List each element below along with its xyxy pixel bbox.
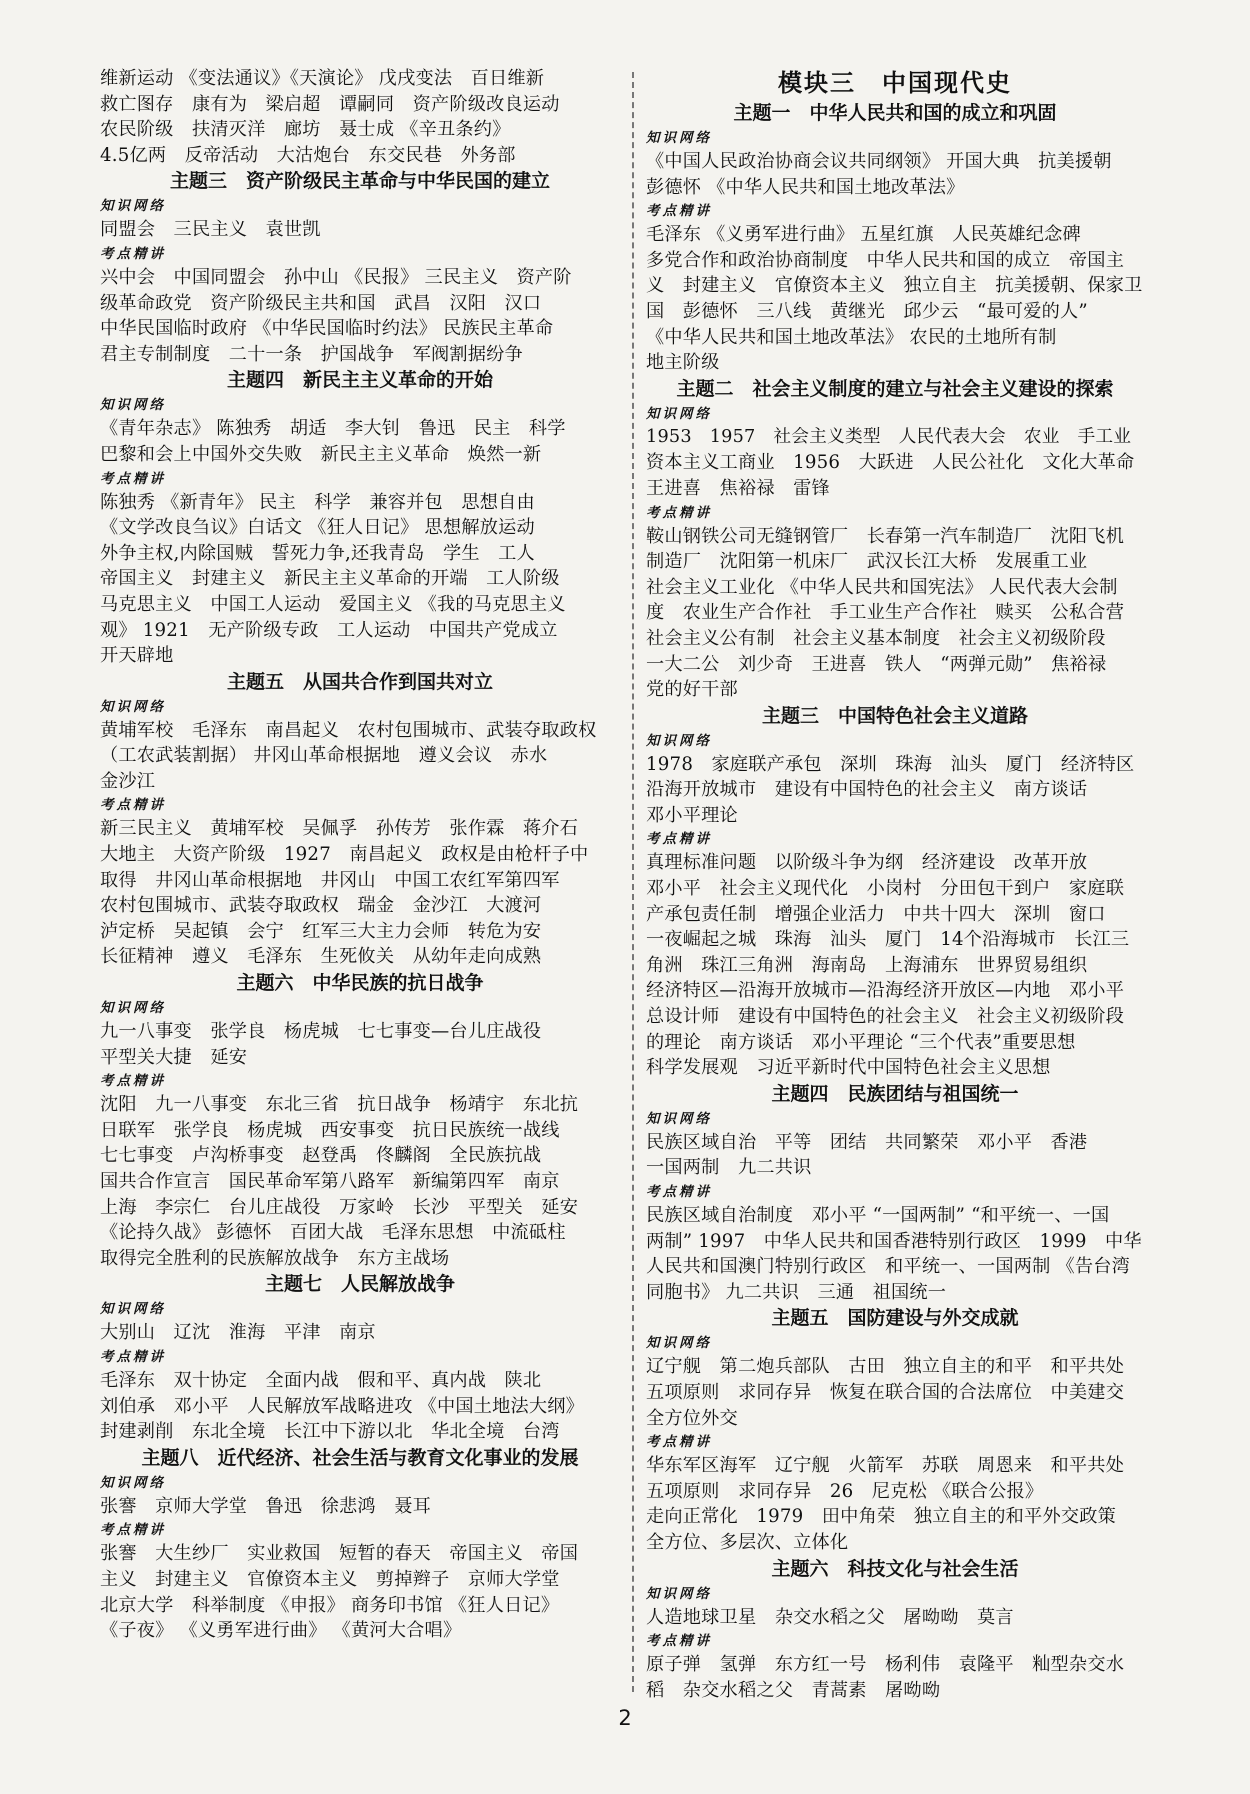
text-line: 北京大学 科举制度 《申报》 商务印书馆 《狂人日记》 [100, 1594, 560, 1616]
text-line: 君主专制制度 二十一条 护国战争 军阀割据纷争 [100, 343, 523, 365]
knowledge-network-label: 知识网络 [646, 405, 712, 422]
text-line: 毛泽东 双十协定 全面内战 假和平、真内战 陕北 [100, 1369, 542, 1391]
text-line: 观》 1921 无产阶级专政 工人运动 中国共产党成立 [100, 619, 558, 641]
text-line: 1953 1957 社会主义类型 人民代表大会 农业 手工业 [646, 426, 1132, 447]
text-line: 义 封建主义 官僚资本主义 独立自主 抗美援朝、保家卫 [646, 275, 1143, 297]
text-line: 同盟会 三民主义 袁世凯 [100, 219, 321, 241]
text-line: 主义 封建主义 官僚资本主义 剪掉辫子 京师大学堂 [100, 1568, 560, 1590]
text-line: 农村包围城市、武装夺取政权 瑞金 金沙江 大渡河 [100, 895, 542, 917]
left-column [100, 66, 620, 1644]
topic-section [100, 669, 620, 970]
topic-section [646, 703, 1144, 1081]
text-line: 《中华人民共和国土地改革法》 农民的土地所有制 [646, 326, 1057, 348]
topic-title: 主题四 民族团结与祖国统一 [771, 1082, 1019, 1105]
text-line: 陈独秀 《新青年》 民主 科学 兼容并包 思想自由 [100, 491, 535, 513]
topic-title: 主题三 中国特色社会主义道路 [761, 704, 1028, 727]
text-line: 王进喜 焦裕禄 雷锋 [646, 477, 830, 499]
text-line: 马克思主义 中国工人运动 爱国主义 《我的马克思主义 [100, 593, 566, 615]
text-line: 《子夜》 《义勇军进行曲》 《黄河大合唱》 [100, 1620, 462, 1642]
topic-section [646, 1081, 1144, 1306]
topic-title: 主题八 近代经济、社会生活与教育文化事业的发展 [141, 1446, 579, 1469]
text-line: 五项原则 求同存异 恢复在联合国的合法席位 中美建交 [646, 1381, 1125, 1403]
text-line: 的理论 南方谈话 邓小平理论 “三个代表”重要思想 [646, 1031, 1076, 1053]
text-line: 华东军区海军 辽宁舰 火箭军 苏联 周恩来 和平共处 [646, 1455, 1125, 1477]
topic-title: 主题五 国防建设与外交成就 [771, 1307, 1019, 1330]
key-points-label: 考点精讲 [100, 797, 166, 814]
text-line: 民族区域自治制度 邓小平 “一国两制” “和平统一、一国 [646, 1205, 1110, 1226]
topic-section [100, 168, 620, 367]
text-line: 大地主 大资产阶级 1927 南昌起义 政权是由枪杆子中 [100, 844, 589, 866]
knowledge-network-label: 知识网络 [100, 1301, 166, 1318]
text-line: 鞍山钢铁公司无缝钢管厂 长春第一汽车制造厂 沈阳飞机 [646, 525, 1125, 547]
page-number: 2 [618, 1706, 632, 1730]
key-points-label: 考点精讲 [100, 1073, 166, 1090]
key-points-label: 考点精讲 [100, 1348, 166, 1365]
text-line: 沿海开放城市 建设有中国特色的社会主义 南方谈话 [646, 779, 1088, 801]
text-line: 全方位、多层次、立体化 [646, 1531, 849, 1553]
topic-section [646, 376, 1144, 703]
knowledge-network-label: 知识网络 [646, 130, 712, 146]
text-line: 大别山 辽沈 淮海 平津 南京 [100, 1322, 376, 1344]
topic-section [646, 1556, 1144, 1704]
text-line: 国共合作宣言 国民革命军第八路军 新编第四军 南京 [100, 1171, 560, 1192]
text-line: 帝国主义 封建主义 新民主主义革命的开端 工人阶级 [100, 568, 560, 590]
text-line: 日联军 张学良 杨虎城 西安事变 抗日民族统一战线 [100, 1119, 560, 1141]
knowledge-network-label: 知识网络 [100, 698, 166, 715]
key-points-label: 考点精讲 [646, 1184, 712, 1200]
topic-section [646, 1305, 1144, 1555]
text-line: 巴黎和会上中国外交失败 新民主主义革命 焕然一新 [100, 443, 542, 465]
text-line: 人民共和国澳门特别行政区 和平统一、一国两制 《告台湾 [646, 1256, 1131, 1278]
text-line: 邓小平理论 [646, 804, 738, 826]
key-points-label: 考点精讲 [646, 1633, 712, 1650]
text-line: 一国两制 九二共识 [646, 1157, 812, 1179]
text-line: 救亡图存 康有为 梁启超 谭嗣同 资产阶级改良运动 [100, 93, 560, 115]
knowledge-network-label: 知识网络 [100, 397, 166, 414]
knowledge-network-label: 知识网络 [100, 1000, 166, 1017]
text-line: 黄埔军校 毛泽东 南昌起义 农村包围城市、武装夺取政权 [100, 719, 597, 741]
text-line: 辽宁舰 第二炮兵部队 古田 独立自主的和平 和平共处 [646, 1356, 1125, 1378]
knowledge-network-label: 知识网络 [646, 1335, 712, 1352]
text-line: 封建剥削 东北全境 长江中下游以北 华北全境 台湾 [100, 1421, 560, 1443]
text-line: 党的好干部 [646, 679, 738, 701]
text-line: 地主阶级 [646, 352, 720, 374]
key-points-label: 考点精讲 [646, 203, 712, 220]
text-line: 真理标准问题 以阶级斗争为纲 经济建设 改革开放 [646, 852, 1088, 874]
topic-section [100, 1445, 620, 1644]
text-line: 泸定桥 吴起镇 会宁 红军三大主力会师 转危为安 [100, 920, 542, 942]
knowledge-network-label: 知识网络 [100, 198, 166, 215]
text-line: （工农武装割据） 井冈山革命根据地 遵义会议 赤水 [100, 745, 548, 767]
text-line: 外争主权,内除国贼 誓死力争,还我青岛 学生 工人 [100, 542, 535, 564]
text-line: 开天辟地 [100, 645, 174, 667]
text-line: 七七事变 卢沟桥事变 赵登禹 佟麟阁 全民族抗战 [100, 1145, 542, 1167]
text-line: 级革命政党 资产阶级民主共和国 武昌 汉阳 汉口 [100, 292, 542, 314]
topic-section [100, 970, 620, 1271]
text-line: 《论持久战》 彭德怀 百团大战 毛泽东思想 中流砥柱 [100, 1222, 566, 1244]
text-line: 新三民主义 黄埔军校 吴佩孚 孙传芳 张作霖 蒋介石 [100, 818, 579, 840]
text-line: 经济特区—沿海开放城市—沿海经济开放区—内地 邓小平 [646, 980, 1125, 1002]
text-line: 毛泽东 《义勇军进行曲》 五星红旗 人民英雄纪念碑 [646, 224, 1081, 246]
text-line: 九一八事变 张学良 杨虎城 七七事变—台儿庄战役 [100, 1021, 542, 1043]
key-points-label: 考点精讲 [100, 1522, 166, 1539]
module-title: 模块三 中国现代史 [778, 69, 1012, 97]
topic-title: 主题二 社会主义制度的建立与社会主义建设的探索 [676, 377, 1114, 400]
topic-title: 主题七 人民解放战争 [264, 1273, 455, 1296]
text-line: 原子弹 氢弹 东方红一号 杨利伟 袁隆平 籼型杂交水 [646, 1654, 1125, 1676]
text-line: 维新运动 《变法通议》《天演论》 戊戌变法 百日维新 [100, 68, 545, 89]
key-points-label: 考点精讲 [100, 245, 166, 262]
text-line: 张謇 大生纱厂 实业救国 短暂的春天 帝国主义 帝国 [100, 1543, 579, 1565]
right-column [646, 66, 1144, 1703]
text-line: 国 彭德怀 三八线 黄继光 邱少云 “最可爱的人” [646, 300, 1088, 322]
text-line: 取得 井冈山革命根据地 井冈山 中国工农红军第四军 [100, 869, 560, 891]
text-line: 金沙江 [100, 770, 156, 792]
topic-section [100, 1271, 620, 1444]
text-line: 走向正常化 1979 田中角荣 独立自主的和平外交政策 [646, 1506, 1116, 1528]
text-line: 资本主义工商业 1956 大跃进 人民公社化 文化大革命 [646, 452, 1135, 474]
text-line: 兴中会 中国同盟会 孙中山 《民报》 三民主义 资产阶 [100, 266, 572, 288]
text-line: 《青年杂志》 陈独秀 胡适 李大钊 鲁迅 民主 科学 [100, 418, 566, 440]
key-points-label: 考点精讲 [646, 504, 712, 521]
text-line: 刘伯承 邓小平 人民解放军战略进攻 《中国土地法大纲》 [100, 1395, 585, 1417]
text-line: 社会主义工业化 《中华人民共和国宪法》 人民代表大会制 [646, 576, 1118, 598]
knowledge-network-label: 知识网络 [646, 1585, 712, 1602]
text-line: 科学发展观 习近平新时代中国特色社会主义思想 [646, 1057, 1051, 1079]
text-line: 一夜崛起之城 珠海 汕头 厦门 14个沿海城市 长江三 [646, 929, 1130, 951]
text-line: 全方位外交 [646, 1407, 738, 1429]
text-line: 制造厂 沈阳第一机床厂 武汉长江大桥 发展重工业 [646, 551, 1088, 573]
topic-title: 主题一 中华人民共和国的成立和巩固 [733, 102, 1057, 124]
text-line: 《中国人民政治协商会议共同纲领》 开国大典 抗美援朝 [646, 151, 1112, 172]
text-line: 取得完全胜利的民族解放战争 东方主战场 [100, 1247, 450, 1269]
topic-title: 主题四 新民主主义革命的开始 [226, 369, 493, 392]
text-line: 稻 杂交水稻之父 青蒿素 屠呦呦 [646, 1679, 941, 1701]
topic-section [646, 100, 1144, 376]
text-line: 五项原则 求同存异 26 尼克松 《联合公报》 [646, 1480, 1044, 1502]
text-line: 角洲 珠江三角洲 海南岛 上海浦东 世界贸易组织 [646, 954, 1088, 976]
knowledge-network-label: 知识网络 [646, 732, 712, 749]
text-line: 同胞书》 九二共识 三通 祖国统一 [646, 1281, 947, 1303]
text-line: 两制” 1997 中华人民共和国香港特别行政区 1999 中华 [646, 1230, 1142, 1252]
text-line: 人造地球卫星 杂交水稻之父 屠呦呦 莫言 [646, 1606, 1014, 1628]
topic-title: 主题六 科技文化与社会生活 [771, 1557, 1019, 1580]
text-line: 平型关大捷 延安 [100, 1046, 248, 1068]
text-line: 一大二公 刘少奇 王进喜 铁人 “两弹元勋” 焦裕禄 [646, 653, 1107, 675]
text-line: 中华民国临时政府 《中华民国临时约法》 民族民主革命 [100, 318, 554, 340]
topic-section [100, 367, 620, 668]
text-line: 张謇 京师大学堂 鲁迅 徐悲鸿 聂耳 [100, 1495, 431, 1517]
topic-title: 主题五 从国共合作到国共对立 [226, 670, 493, 693]
text-line: 民族区域自治 平等 团结 共同繁荣 邓小平 香港 [646, 1131, 1088, 1153]
text-line: 1978 家庭联产承包 深圳 珠海 汕头 厦门 经济特区 [646, 753, 1135, 775]
text-line: 长征精神 遵义 毛泽东 生死攸关 从幼年走向成熟 [100, 946, 542, 968]
text-line: 多党合作和政治协商制度 中华人民共和国的成立 帝国主 [646, 249, 1125, 271]
text-line: 度 农业生产合作社 手工业生产合作社 赎买 公私合营 [646, 602, 1125, 624]
text-line: 彭德怀 《中华人民共和国土地改革法》 [646, 176, 965, 198]
knowledge-network-label: 知识网络 [646, 1110, 712, 1127]
topic-title: 主题六 中华民族的抗日战争 [236, 972, 484, 995]
text-line: 农民阶级 扶清灭洋 廊坊 聂士成 《辛丑条约》 [100, 119, 511, 141]
text-line: 产承包责任制 增强企业活力 中共十四大 深圳 窗口 [646, 903, 1106, 925]
text-line: 4.5亿两 反帝活动 大沽炮台 东交民巷 外务部 [100, 144, 516, 166]
text-line: 总设计师 建设有中国特色的社会主义 社会主义初级阶段 [646, 1006, 1125, 1028]
text-line: 《文学改良刍议》白话文 《狂人日记》 思想解放运动 [100, 517, 535, 539]
text-line: 沈阳 九一八事变 东北三省 抗日战争 杨靖宇 东北抗 [100, 1094, 579, 1116]
topic-title: 主题三 资产阶级民主革命与中华民国的建立 [169, 170, 550, 193]
text-line: 邓小平 社会主义现代化 小岗村 分田包干到户 家庭联 [646, 878, 1125, 900]
knowledge-network-label: 知识网络 [100, 1474, 166, 1491]
key-points-label: 考点精讲 [100, 470, 166, 487]
key-points-label: 考点精讲 [646, 831, 712, 848]
column-divider [632, 72, 634, 1692]
key-points-label: 考点精讲 [646, 1434, 712, 1451]
text-line: 社会主义公有制 社会主义基本制度 社会主义初级阶段 [646, 627, 1106, 649]
text-line: 上海 李宗仁 台儿庄战役 万家岭 长沙 平型关 延安 [100, 1196, 579, 1218]
